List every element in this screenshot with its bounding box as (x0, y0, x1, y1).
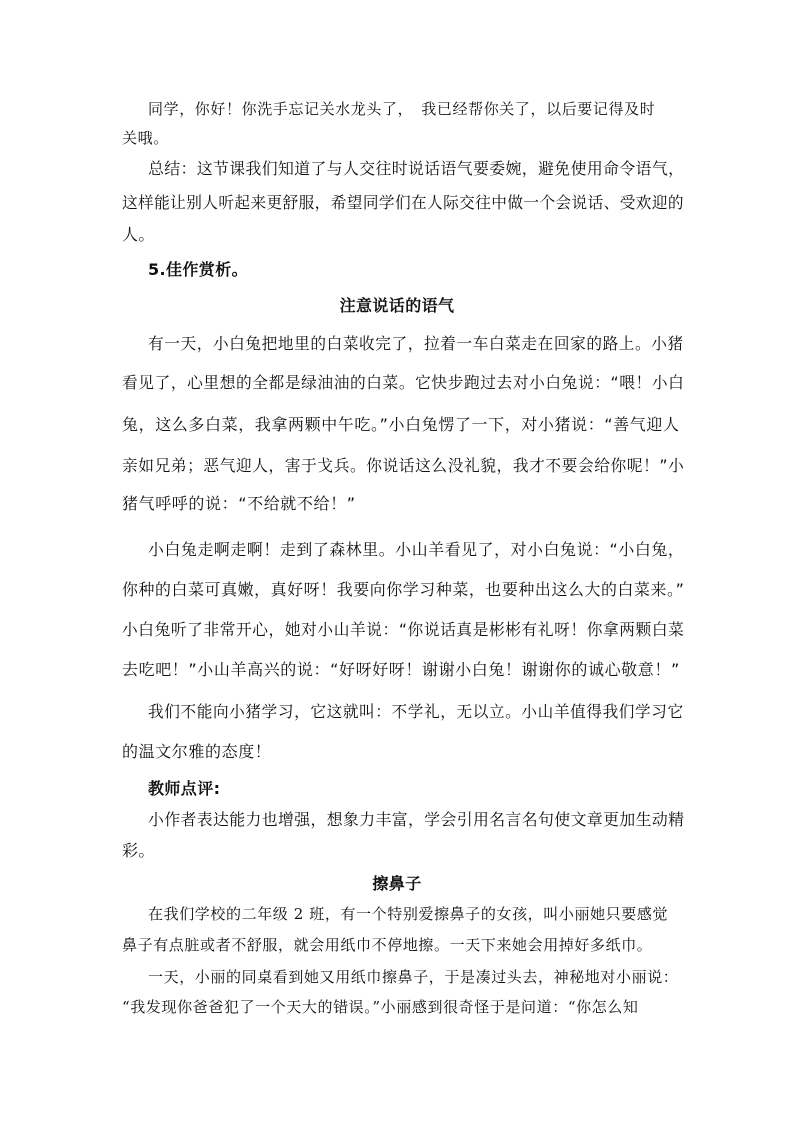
summary-line-3: 人。 (122, 225, 155, 244)
essay1-title: 注意说话的语气 (339, 296, 455, 315)
teacher-comment-heading: 教师点评: (148, 779, 221, 798)
essay2-title: 擦鼻子 (372, 874, 422, 893)
essay1-line-5: 猪气呼呼的说：“不给就不给！” (122, 494, 356, 513)
essay1-line-10: 我们不能向小猪学习，它这就叫：不学礼，无以立。小山羊值得我们学习它 (148, 702, 684, 721)
intro-line-2: 关哦。 (122, 129, 169, 147)
essay1-line-11: 的温文尔雅的态度！ (122, 742, 272, 761)
essay1-line-8: 小白兔听了非常开心，她对小山羊说：“你说话真是彬彬有礼呀！你拿两颗白菜 (122, 620, 685, 639)
essay1-line-7: 你种的白菜可真嫩，真好呀！我要向你学习种菜，也要种出这么大的白菜来。” (122, 580, 685, 599)
teacher-comment-line-1: 小作者表达能力也增强，想象力丰富，学会引用名言名句使文章更加生动精 (148, 810, 685, 829)
essay1-line-2: 看见了，心里想的全都是绿油油的白菜。它快步跑过去对小白兔说：“喂！小白 (122, 373, 685, 392)
intro-line-1: 同学，你好！你洗手忘记关水龙头了， 我已经帮你关了，以后要记得及时 (148, 100, 656, 118)
essay1-line-9: 去吃吧！”小山羊高兴的说：“好呀好呀！谢谢小白兔！谢谢你的诚心敬意！” (122, 660, 680, 679)
section-heading: 5.佳作赏析。 (148, 260, 249, 279)
essay1-line-1: 有一天，小白兔把地里的白菜收完了，拉着一车白菜走在回家的路上。小猪 (148, 334, 684, 353)
summary-line-1: 总结：这节课我们知道了与人交往时说话语气要委婉，避免使用命令语气， (148, 159, 685, 178)
essay1-line-3: 兔，这么多白菜，我拿两颗中午吃。”小白兔愣了一下，对小猪说：“善气迎人 (122, 415, 680, 434)
essay2-line-2: 鼻子有点脏或者不舒服，就会用纸巾不停地擦。一天下来她会用掉好多纸巾。 (122, 936, 653, 954)
teacher-comment-line-2: 彩。 (122, 841, 155, 860)
essay2-line-1: 在我们学校的二年级 2 班，有一个特别爱擦鼻子的女孩，叫小丽她只要感觉 (148, 905, 669, 923)
essay2-line-3: 一天，小丽的同桌看到她又用纸巾擦鼻子，于是凑过头去，神秘地对小丽说： (148, 968, 679, 986)
essay1-line-6: 小白兔走啊走啊！走到了森林里。小山羊看见了，对小白兔说：“小白兔， (148, 540, 685, 559)
summary-line-2: 这样能让别人听起来更舒服，希望同学们在人际交往中做一个会说话、受欢迎的 (122, 193, 684, 212)
essay2-line-4: “我发现你爸爸犯了一个天大的错误。”小丽感到很奇怪于是问道：“你怎么知 (122, 998, 639, 1016)
essay1-line-4: 亲如兄弟；恶气迎人，害于戈兵。你说话这么没礼貌，我才不要会给你呢！”小 (122, 456, 685, 475)
